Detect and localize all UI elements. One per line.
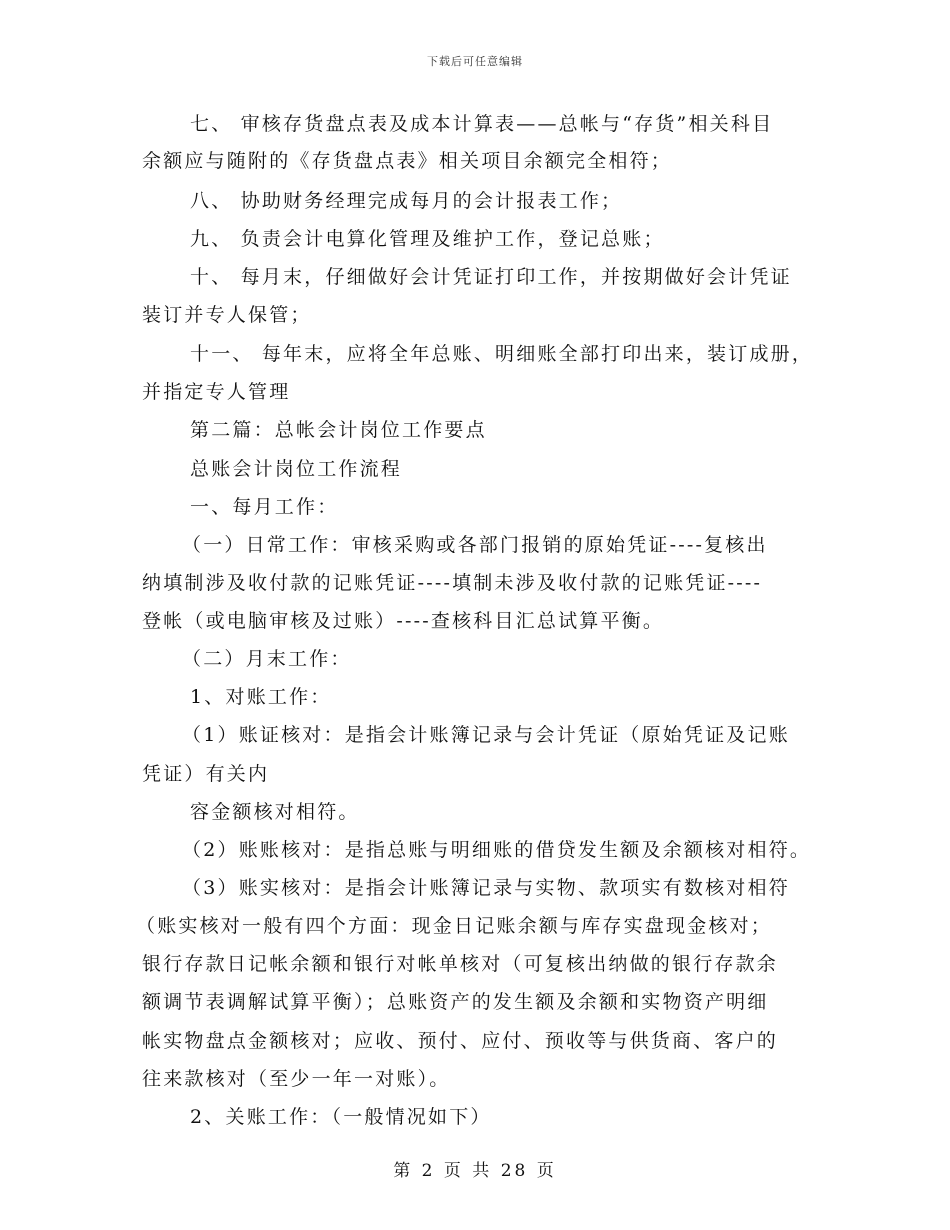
paragraph-line: 容金额核对相符。 [190, 801, 360, 823]
paragraph-line: 银行存款日记帐余额和银行对帐单核对（可复核出纳做的银行存款余 [142, 953, 779, 975]
paragraph-line: 九、 负责会计电算化管理及维护工作，登记总账； [190, 228, 665, 250]
paragraph-line: 余额应与随附的《存货盘点表》相关项目余额完全相符； [142, 150, 673, 172]
paragraph-line: 七、 审核存货盘点表及成本计算表——总帐与“存货”相关科目 [190, 113, 774, 135]
page-header: 下载后可任意编辑 [427, 55, 523, 68]
paragraph-line: 2、关账工作：（一般情况如下） [190, 1106, 492, 1128]
paragraph-line: （2）账账核对：是指总账与明细账的借贷发生额及余额核对相符。 [182, 839, 812, 861]
paragraph-line: 一、每月工作： [190, 496, 339, 518]
paragraph-line: 帐实物盘点金额核对；应收、预付、应付、预收等与供货商、客户的 [142, 1030, 779, 1052]
paragraph-line: 凭证）有关内 [142, 763, 270, 785]
paragraph-line: （二）月末工作： [182, 648, 352, 670]
paragraph-line: （一）日常工作：审核采购或各部门报销的原始凭证----复核出 [182, 534, 768, 556]
paragraph-line: （账实核对一般有四个方面：现金日记账余额与库存实盘现金核对； [136, 915, 773, 937]
paragraph-line: 八、 协助财务经理完成每月的会计报表工作； [190, 190, 623, 212]
paragraph-line: 额调节表调解试算平衡）；总账资产的发生额及余额和实物资产明细 [142, 991, 769, 1013]
paragraph-line: （1）账证核对：是指会计账簿记录与会计凭证（原始凭证及记账 [182, 724, 790, 746]
subsection-title: 总账会计岗位工作流程 [190, 458, 403, 480]
paragraph-line: 1、对账工作： [190, 686, 332, 708]
paragraph-line: 登帐（或电脑审核及过账）----查核科目汇总试算平衡。 [142, 610, 665, 632]
paragraph-line: 纳填制涉及收付款的记账凭证----填制未涉及收付款的记账凭证---- [142, 572, 763, 594]
paragraph-line: 十、 每月末，仔细做好会计凭证打印工作，并按期做好会计凭证 [190, 266, 792, 288]
paragraph-line: 装订并专人保管； [142, 304, 312, 326]
paragraph-line: 往来款核对（至少一年一对账）。 [142, 1068, 451, 1090]
paragraph-line: 十一、 每年末，应将全年总账、明细账全部打印出来，装订成册， [190, 343, 814, 365]
paragraph-line: 并指定专人管理 [142, 381, 291, 403]
section-title: 第二篇：总帐会计岗位工作要点 [190, 419, 487, 441]
page-footer: 第 2 页 共 28 页 [393, 1161, 557, 1181]
paragraph-line: （3）账实核对：是指会计账簿记录与实物、款项实有数核对相符 [182, 877, 790, 899]
